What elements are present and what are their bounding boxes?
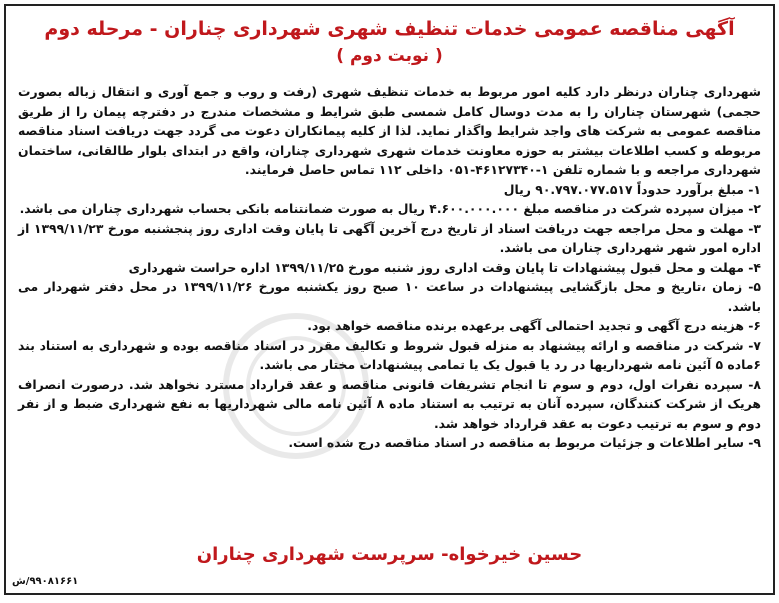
list-item: ۹- سایر اطلاعات و جزئیات مربوط به مناقصه در اسناد مناقصه درج شده است. xyxy=(288,435,761,450)
list-item: ۲- میزان سپرده شرکت در مناقصه مبلغ ۴.۶۰۰.۰۰۰.۰۰۰ ریال به صورت ضمانتنامه بانکی بحساب شهرداری چناران می باشد. xyxy=(19,201,761,216)
ad-subtitle: ( نوبت دوم ) xyxy=(336,46,443,66)
list-item: ۶- هزینه درج آگهی و تجدید احتمالی آگهی برعهده برنده مناقصه خواهد بود. xyxy=(307,318,761,333)
list-item: ۱- مبلغ برآورد حدوداً ۹۰.۷۹۷.۰۷۷.۵۱۷ ریال xyxy=(503,181,761,197)
list-item: ۵- زمان ،تاریخ و محل بازگشایی پیشنهادات در ساعت ۱۰ صبح روز یکشنبه مورخ ۱۳۹۹/۱۱/۲۶ در محل دفتر شهردار می باشد. xyxy=(18,279,761,314)
advertisement-page xyxy=(4,4,775,595)
list-item: ۸- سپرده نفرات اول، دوم و سوم تا انجام تشریفات قانونی مناقصه و عقد قرارداد مسترد نخواهد شد. درصورت انصراف هریک از شرکت کنندگان، سپرده آنان به ترتیب به استناد ماده ۸ آئین نامه مالی شهرداریها به نفع شهرداری ضبط و از نفر دوم و سوم به ترتیب دعوت به عقد قرارداد خواهد شد. xyxy=(18,376,762,431)
list-item: ۴- مهلت و محل قبول پیشنهادات تا پایان وقت اداری روز شنبه مورخ ۱۳۹۹/۱۱/۲۵ اداره حراست شهرداری xyxy=(128,259,761,275)
list-item: ۷- شرکت در مناقصه و ارائه پیشنهاد به منزله قبول شروط و تکالیف مقرر در اسناد مناقصه بوده و شهرداری به استناد بند ۶ماده ۵ آئین نامه شهرداریها در رد یا قبول یک یا تمامی پیشنهادات مختار می باشد. xyxy=(18,337,761,372)
list-item: ۳- مهلت و محل مراجعه جهت دریافت اسناد از تاریخ درج آخرین آگهی تا پایان وقت اداری روز پنجشنبه مورخ ۱۳۹۹/۱۱/۲۳ از اداره امور شهر شهرداری چناران می باشد. xyxy=(18,220,761,255)
ad-body xyxy=(18,82,761,453)
conditions-list xyxy=(18,180,761,453)
intro-paragraph: شهرداری چناران درنظر دارد کلیه امور مربوط به خدمات تنظیف شهری (رفت و روب و جمع آوری و انتقال زباله بصورت حجمی) شهرستان چناران را به مدت دوسال کامل شمسی طبق شرایط و مشخصات مندرج در دفترچه پیمان را از طریق مناقصه عمومی به شرکت های واجد شرایط واگذار نماید. لذا از کلیه پیمانکاران دعوت می گردد جهت دریافت اسناد مناقصه مربوطه و کسب اطلاعات بیشتر به حوزه معاونت خدمات شهری شهرداری چناران، واقع در ابتدای بلوار طالقانی، ساختمان شهرداری مراجعه و با شماره تلفن ۱-۴۶۱۲۷۳۴۰-۰۵۱ داخلی ۱۱۲ تماس حاصل فرمایند. xyxy=(18,84,761,177)
ad-code: ۹۹۰۸۱۶۶۱/ش xyxy=(12,576,79,587)
signature: حسین خیرخواه- سرپرست شهرداری چناران xyxy=(196,544,583,565)
ad-title: آگهی مناقصه عمومی خدمات تنظیف شهری شهرداری چناران - مرحله دوم xyxy=(44,18,735,40)
